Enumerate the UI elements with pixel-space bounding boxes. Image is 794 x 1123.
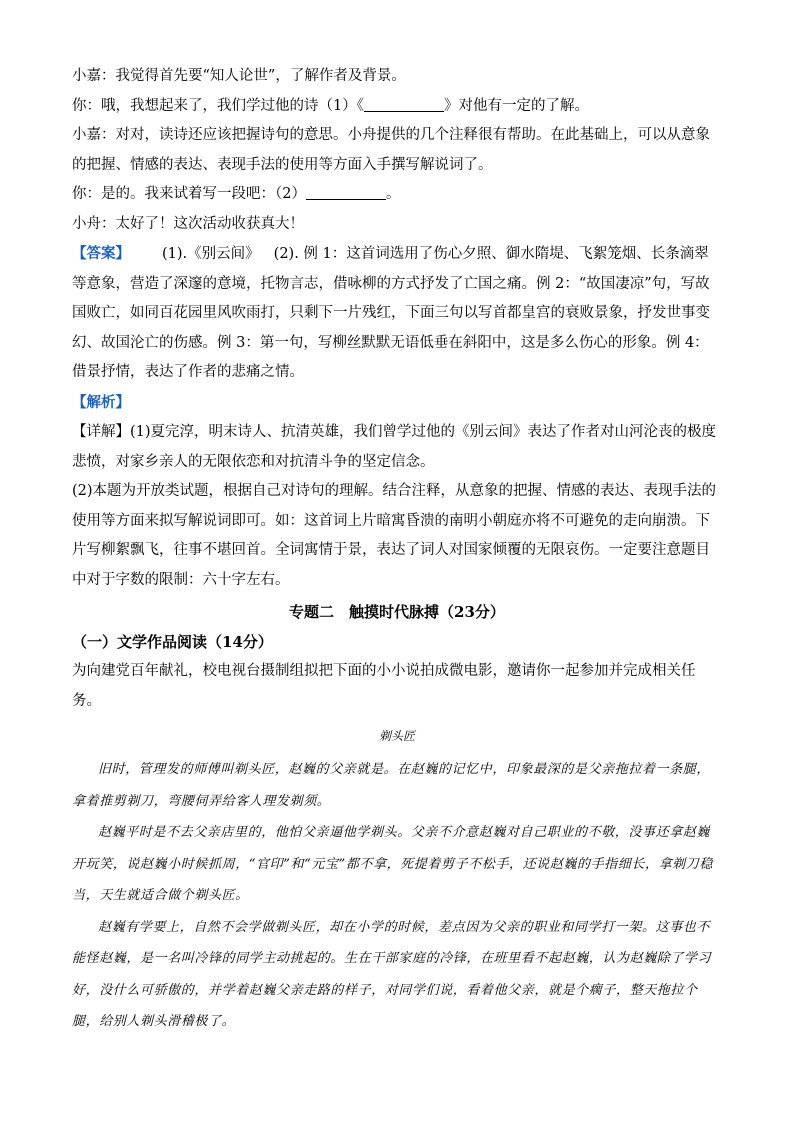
speaker: 小舟： (72, 215, 116, 232)
dialogue-text: 》对他有一定的了解。 (443, 97, 589, 114)
answer-block (72, 239, 722, 388)
dialogue-line-5 (72, 210, 722, 240)
analysis-text: (2)本题为开放类试题，根据自己对诗句的理解。结合注释，从意象的把握、情感的表达、表现手法的使用等方面来拟写解说词即可。如：这首词上片暗寓昏溃的南明小朝庭亦将不可避免的走向崩溃。下片写柳絮飘飞，往事不堪回首。全词寓情于景，表达了词人对国家倾覆的无限哀伤。一定要注意题目中对于字数的限制：六十字左右。 (72, 483, 717, 588)
dialogue-text: 是的。我来试着写一段吧：（2） (101, 186, 306, 202)
answer-part-1: (1).《别云间》 (162, 246, 260, 262)
speaker: 你： (72, 186, 101, 202)
dialogue-text: 哦，我想起来了，我们学过他的诗（1）《 (101, 97, 364, 114)
story-title: 剃头匠 (378, 729, 415, 743)
blank-line (306, 185, 386, 200)
story-paragraph-1: 旧时，管理发的师傅叫剃头匠，赵巍的父亲就是。在赵巍的记忆中，印象最深的是父亲拖拉着一条腿，拿着推剪剃刀，弯腰伺弄给客人理发剃须。 (72, 762, 711, 809)
dialogue-line-2 (72, 92, 722, 122)
answer-tag: 【答案】 (72, 245, 130, 262)
dialogue-text: 对对，读诗还应该把握诗句的意思。小舟提供的几个注释很有帮助。在此基础上，可以从意象的把握、情感的表达、表现手法的使用等方面入手撰写解说词了。 (72, 127, 710, 173)
document-page (72, 62, 722, 1038)
analysis-text: (1)夏完淳，明末诗人、抗清英雄，我们曾学过他的《别云间》表达了作者对山河沦丧的极度悲愤，对家乡亲人的无限依恋和对抗清斗争的坚定信念。 (72, 424, 717, 470)
speaker: 小嘉： (72, 127, 116, 143)
dialogue-text: 。 (385, 186, 401, 202)
analysis-p1 (72, 418, 722, 477)
dialogue-line-4 (72, 180, 722, 210)
dialogue-line-1 (72, 62, 722, 92)
dialogue-line-3 (72, 121, 722, 180)
analysis-heading (72, 388, 722, 419)
dialogue-text: 我觉得首先要“知人论世”，了解作者及背景。 (115, 68, 406, 84)
story-paragraph-3: 赵巍有学要上，自然不会学做剃头匠，却在小学的时候，差点因为父亲的职业和同学打一架。这事也不能怪赵巍，是一名叫冷锋的同学主动挑起的。生在干部家庭的冷锋，在班里看不起赵巍，认为赵巍除了学习好，没什么可骄傲的，并学着赵巍父亲走路的样子，对同学们说，看着他父亲，就是个瘸子，整天拖拉个腿，给别人剃头滑稽极了。 (72, 919, 712, 1029)
section-title: 专题二 触摸时代脉搏（23分） (289, 603, 505, 621)
dialogue-text: 太好了！这次活动收获真大！ (115, 215, 304, 232)
blank-line (364, 97, 444, 112)
speaker: 小嘉： (72, 68, 116, 84)
analysis-p2 (72, 477, 722, 595)
detail-tag: 【详解】 (72, 424, 130, 440)
speaker: 你： (72, 97, 101, 114)
story-paragraph-2: 赵巍平时是不去父亲店里的，他怕父亲逼他学剃头。父亲不介意赵巍对自己职业的不敬，没事还拿赵巍开玩笑，说赵巍小时候抓周，“官印”和“元宝”都不拿，死提着剪子不松手，还说赵巍的手指细长，拿剃刀稳当，天生就适合做个剃头匠。 (72, 825, 713, 903)
section-subtitle: （一）文学作品阅读（14分） (72, 633, 273, 651)
analysis-tag: 【解析】 (72, 393, 130, 411)
answer-part-2: (2). 例 1：这首词选用了伤心夕照、御水隋堤、飞絮笼烟、长条滴翠等意象，营造了深邃的意境，托物言志，借咏柳的方式抒发了亡国之痛。例 2：“故国凄凉”句，写故国败亡，如同百花园里风吹雨打，只剩下一片残红，下面三句以写首都皇宫的衰败景象，抒发世事变幻、故国沦亡的伤感。例 3：第一句，写柳丝默默无语低垂在斜阳中，这是多么伤心的形象。例 4：借景抒情，表达了作者的悲痛之情。 (72, 246, 710, 380)
section-intro: 为向建党百年献礼，校电视台摄制组拟把下面的小小说拍成微电影，邀请你一起参加并完成相关任务。 (72, 663, 696, 709)
